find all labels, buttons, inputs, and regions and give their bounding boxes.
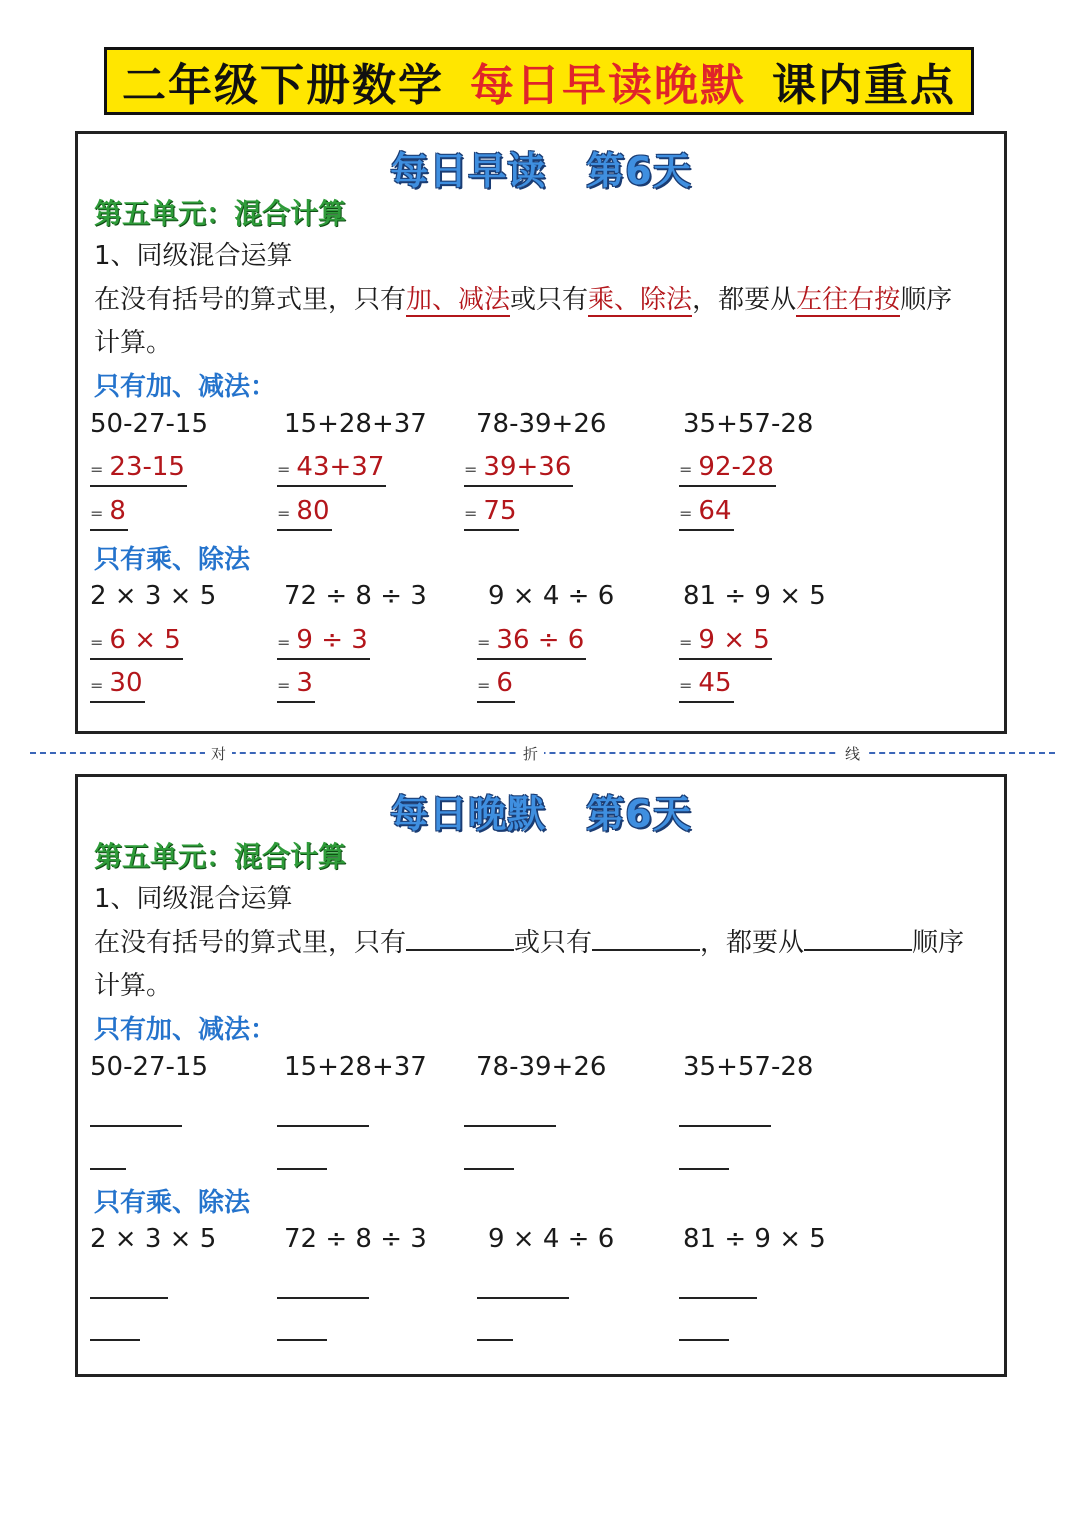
final-answer: = 3 bbox=[277, 668, 315, 703]
answer-blank[interactable] bbox=[90, 1166, 126, 1170]
answer-add-sub: 加、减法 bbox=[406, 285, 511, 315]
expression: 72 ÷ 8 ÷ 3 bbox=[284, 581, 427, 611]
expression: 72 ÷ 8 ÷ 3 bbox=[284, 1224, 427, 1254]
expression: 15+28+37 bbox=[284, 409, 427, 439]
evening-recite-panel bbox=[75, 774, 1007, 1377]
final-answer: = 64 bbox=[679, 496, 734, 531]
answer-blank[interactable] bbox=[679, 1166, 729, 1170]
answer-blank[interactable] bbox=[464, 1166, 514, 1170]
answer-blank[interactable] bbox=[679, 1123, 771, 1127]
expression: 81 ÷ 9 × 5 bbox=[683, 581, 826, 611]
step-answer: = 9 × 5 bbox=[679, 625, 772, 660]
expression: 2 × 3 × 5 bbox=[90, 581, 217, 611]
answer-blank[interactable] bbox=[277, 1123, 369, 1127]
fill-blank[interactable] bbox=[592, 923, 700, 951]
step-answer: = 23-15 bbox=[90, 452, 187, 487]
topic-line: 1、同级混合运算 bbox=[94, 884, 293, 914]
expression: 50-27-15 bbox=[90, 1052, 209, 1082]
banner-highlight: 每日早读晚默 bbox=[470, 60, 746, 111]
expression: 35+57-28 bbox=[683, 409, 814, 439]
answer-blank[interactable] bbox=[679, 1295, 757, 1299]
step-answer: = 6 × 5 bbox=[90, 625, 183, 660]
unit-heading: 第五单元：混合计算 bbox=[94, 197, 347, 230]
step-answer: = 9 ÷ 3 bbox=[277, 625, 370, 660]
rule-line: 在没有括号的算式里，只有 或只有 ，都要从 顺序 bbox=[94, 922, 964, 959]
page-banner bbox=[104, 47, 974, 115]
panel-title-text: 每日晚默 bbox=[390, 791, 547, 836]
final-answer: = 6 bbox=[477, 668, 515, 703]
final-answer: = 75 bbox=[464, 496, 519, 531]
answer-blank[interactable] bbox=[477, 1337, 513, 1341]
expression: 35+57-28 bbox=[683, 1052, 814, 1082]
morning-read-panel bbox=[75, 131, 1007, 734]
answer-mul-div: 乘、除法 bbox=[588, 285, 693, 315]
panel-day: 第6天 bbox=[586, 148, 692, 193]
answer-left-right: 左往右按 bbox=[796, 285, 901, 315]
unit-heading: 第五单元：混合计算 bbox=[94, 840, 347, 873]
answer-blank[interactable] bbox=[277, 1295, 369, 1299]
fill-blank[interactable] bbox=[804, 923, 912, 951]
answer-blank[interactable] bbox=[90, 1123, 182, 1127]
final-answer: = 8 bbox=[90, 496, 128, 531]
rule-line-2: 计算。 bbox=[94, 328, 173, 358]
expression: 50-27-15 bbox=[90, 409, 209, 439]
topic-line: 1、同级混合运算 bbox=[94, 241, 293, 271]
answer-blank[interactable] bbox=[464, 1123, 556, 1127]
expression: 9 × 4 ÷ 6 bbox=[488, 581, 615, 611]
answer-blank[interactable] bbox=[477, 1295, 569, 1299]
step-answer: = 92-28 bbox=[679, 452, 776, 487]
add-sub-heading: 只有加、减法： bbox=[94, 372, 277, 402]
expression: 81 ÷ 9 × 5 bbox=[683, 1224, 826, 1254]
panel-title bbox=[78, 785, 1004, 835]
expression: 15+28+37 bbox=[284, 1052, 427, 1082]
answer-blank[interactable] bbox=[679, 1337, 729, 1341]
expression: 78-39+26 bbox=[476, 1052, 607, 1082]
final-answer: = 30 bbox=[90, 668, 145, 703]
banner-focus: 课内重点 bbox=[772, 60, 956, 111]
final-answer: = 45 bbox=[679, 668, 734, 703]
answer-blank[interactable] bbox=[277, 1337, 327, 1341]
add-sub-heading: 只有加、减法： bbox=[94, 1015, 277, 1045]
answer-blank[interactable] bbox=[277, 1166, 327, 1170]
mul-div-heading: 只有乘、除法 bbox=[94, 545, 251, 575]
expression: 2 × 3 × 5 bbox=[90, 1224, 217, 1254]
expression: 9 × 4 ÷ 6 bbox=[488, 1224, 615, 1254]
rule-line: 在没有括号的算式里，只有加、减法或只有乘、除法，都要从左往右按顺序 bbox=[94, 285, 953, 315]
fold-label: 折 bbox=[517, 743, 544, 764]
panel-day: 第6天 bbox=[586, 791, 692, 836]
answer-blank[interactable] bbox=[90, 1295, 168, 1299]
step-answer: = 43+37 bbox=[277, 452, 386, 487]
step-answer: = 36 ÷ 6 bbox=[477, 625, 586, 660]
fill-blank[interactable] bbox=[406, 923, 514, 951]
answer-blank[interactable] bbox=[90, 1337, 140, 1341]
expression: 78-39+26 bbox=[476, 409, 607, 439]
panel-title-text: 每日早读 bbox=[390, 148, 547, 193]
fold-label: 对 bbox=[205, 743, 232, 764]
rule-line-2: 计算。 bbox=[94, 971, 173, 1001]
fold-label: 线 bbox=[839, 743, 866, 764]
panel-title bbox=[78, 142, 1004, 192]
step-answer: = 39+36 bbox=[464, 452, 573, 487]
mul-div-heading: 只有乘、除法 bbox=[94, 1188, 251, 1218]
banner-grade: 二年级下册数学 bbox=[122, 60, 444, 111]
final-answer: = 80 bbox=[277, 496, 332, 531]
